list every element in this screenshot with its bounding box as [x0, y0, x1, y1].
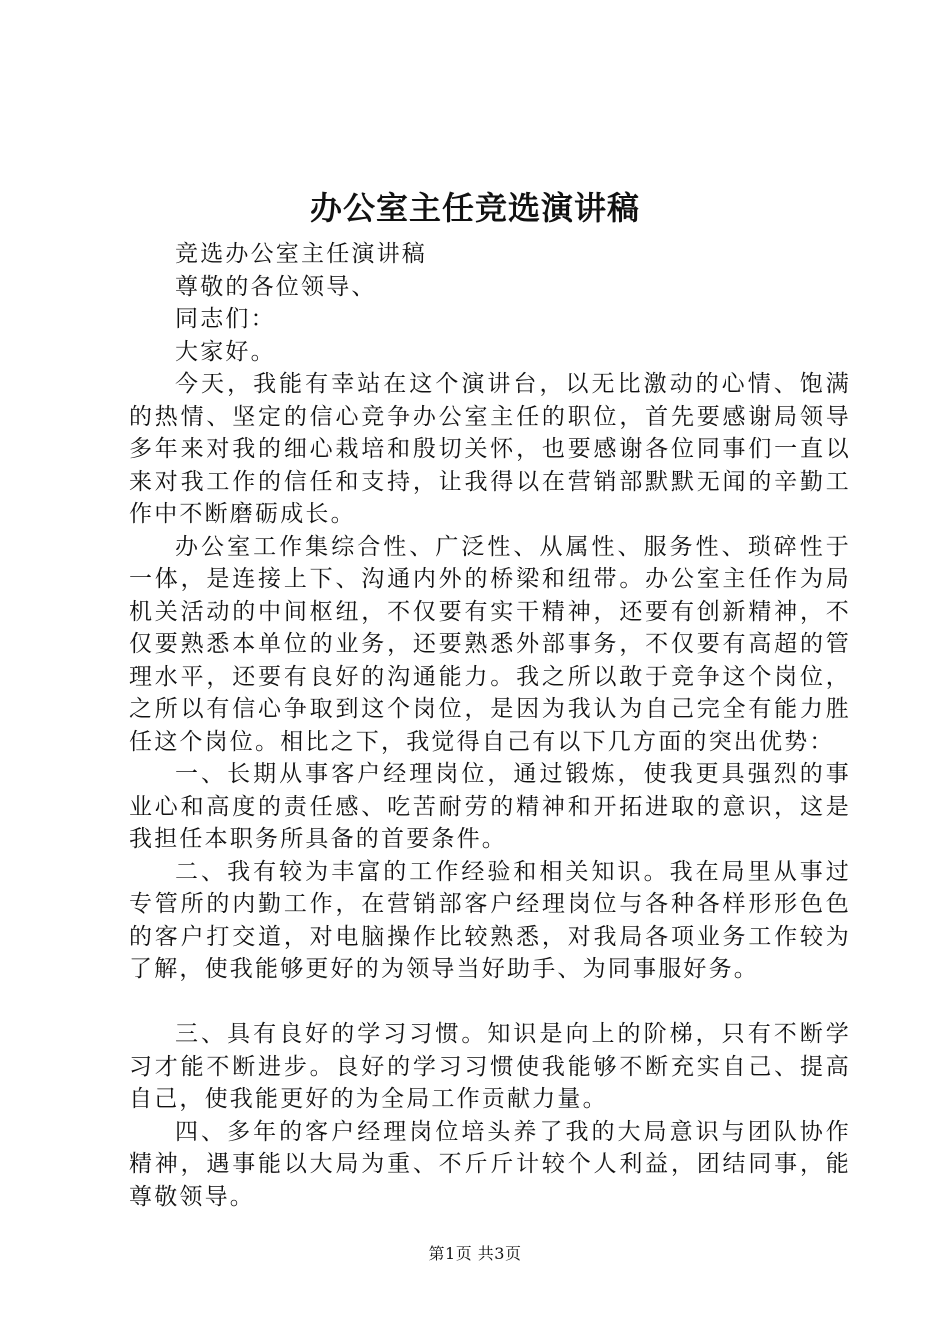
paragraph-salutation: 尊敬的各位领导、 — [175, 273, 377, 300]
paragraph-point-3: 三、具有良好的学习习惯。知识是向上的阶梯，只有不断学习才能不断进步。良好的学习习惯使我能够不断充实自己、提高自己，使我能更好的为全局工作贡献力量。 — [129, 1021, 851, 1112]
document-body — [129, 238, 851, 1213]
document-title: 办公室主任竞选演讲稿 — [309, 189, 640, 227]
paragraph-subtitle: 竞选办公室主任演讲稿 — [175, 241, 427, 267]
paragraph-point-4: 四、多年的客户经理岗位培头养了我的大局意识与团队协作精神，遇事能以大局为重、不斤斤计较个人利益，团结同事，能尊敬领导。 — [129, 1118, 851, 1210]
page-number-footer: 第1页 共3页 — [428, 1244, 522, 1263]
paragraph-greeting: 大家好。 — [175, 338, 276, 365]
paragraph-opening: 今天，我能有幸站在这个演讲台，以无比激动的心情、饱满的热情、坚定的信心竞争办公室主任的职位，首先要感谢局领导多年来对我的细心栽培和殷切关怀，也要感谢各位同事们一直以来对我工作的信任和支持，让我得以在营销部默默无闻的辛勤工作中不断磨砺成长。 — [129, 371, 851, 527]
paragraph-office-role: 办公室工作集综合性、广泛性、从属性、服务性、琐碎性于一体，是连接上下、沟通内外的桥梁和纽带。办公室主任作为局机关活动的中间枢纽，不仅要有实干精神，还要有创新精神，不仅要熟悉本单位的业务，还要熟悉外部事务，不仅要有高超的管理水平，还要有良好的沟通能力。我之所以敢于竞争这个岗位，之所以有信心争取到这个岗位，是因为我认为自己完全有能力胜任这个岗位。相比之下，我觉得自己有以下几方面的突出优势： — [129, 533, 851, 755]
paragraph-salutation-2: 同志们： — [175, 306, 276, 332]
paragraph-point-2: 二、我有较为丰富的工作经验和相关知识。我在局里从事过专管所的内勤工作，在营销部客户经理岗位与各种各样形形色色的客户打交道，对电脑操作比较熟悉，对我局各项业务工作较为了解，使我能够更好的为领导当好助手、为同事服好务。 — [129, 858, 851, 982]
paragraph-point-1: 一、长期从事客户经理岗位，通过锻炼，使我更具强烈的事业心和高度的责任感、吃苦耐劳的精神和开拓进取的意识，这是我担任本职务所具备的首要条件。 — [129, 761, 851, 852]
